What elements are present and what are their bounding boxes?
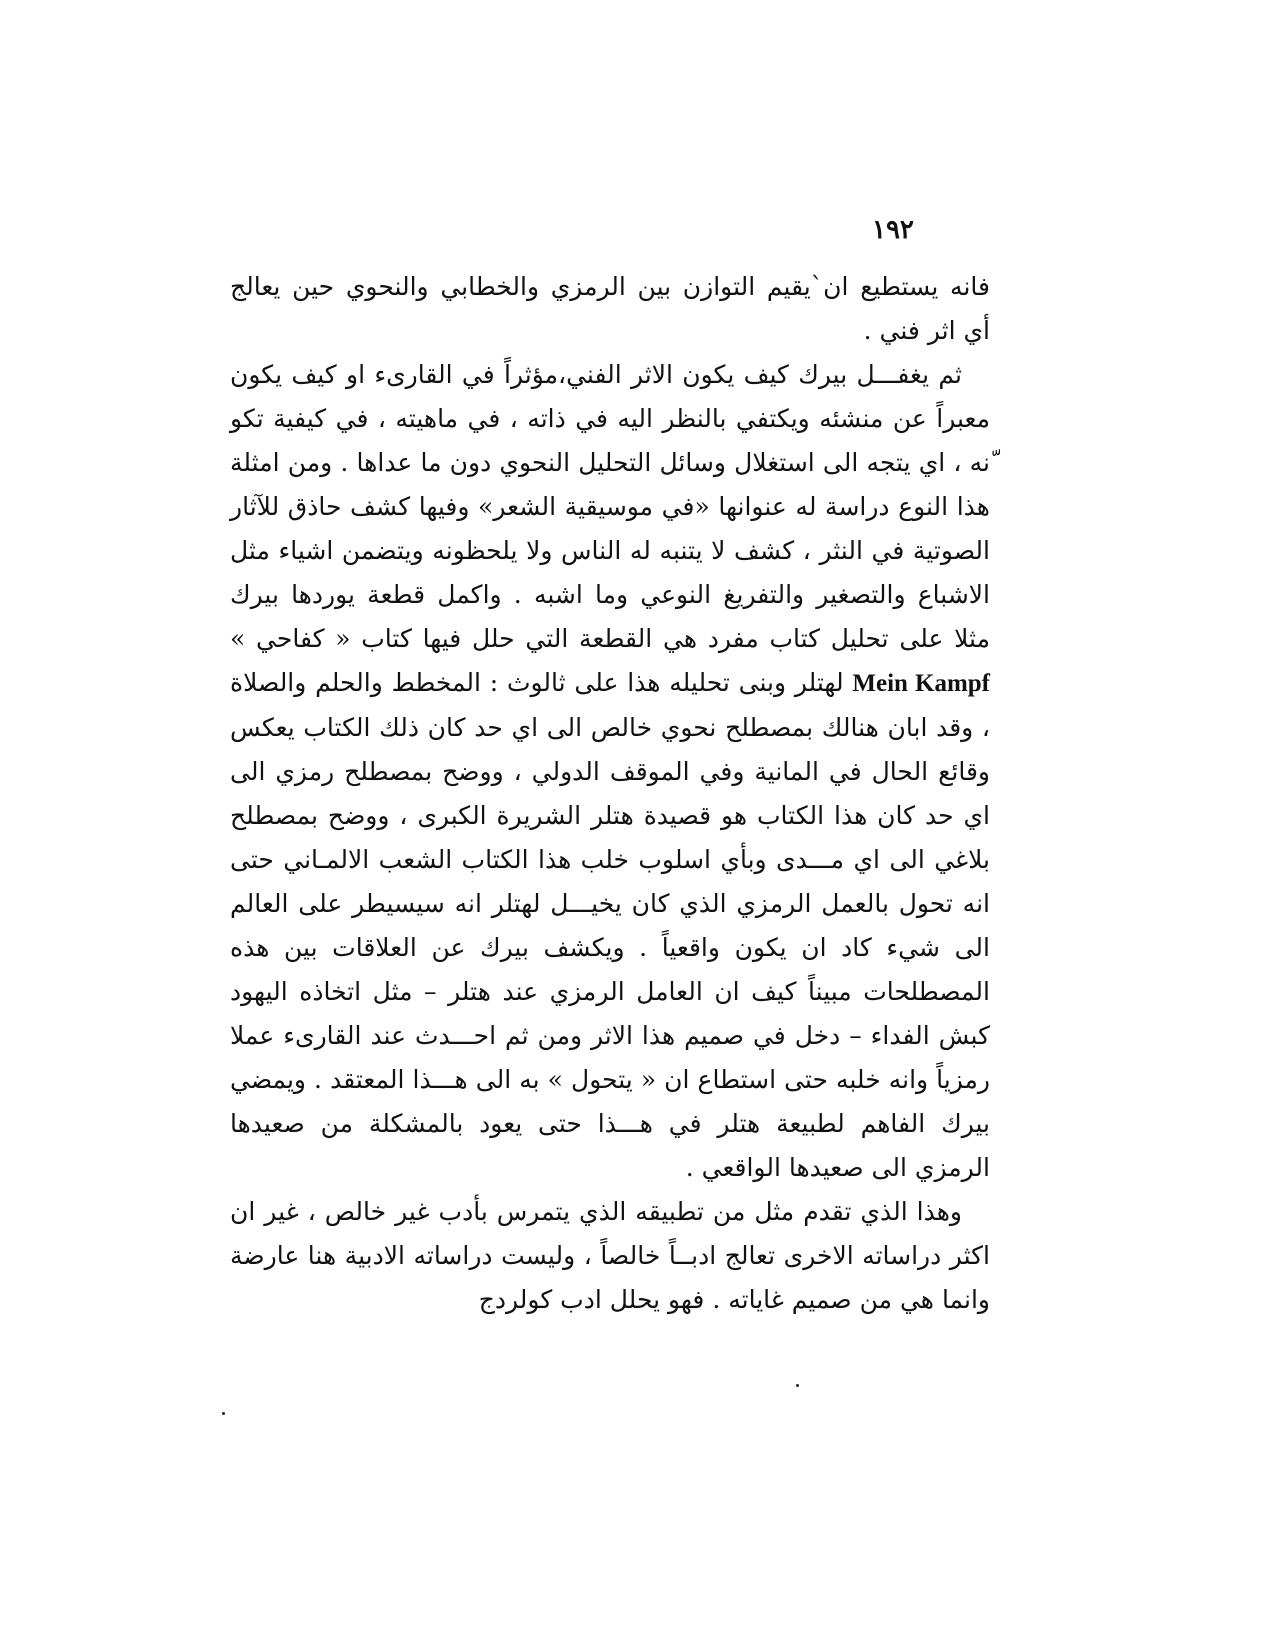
scan-speck [222, 1412, 225, 1415]
paragraph-2-text-continued: لهتلر وبنى تحليله هذا على ثالوث : المخطط والحلم والصلاة ، وقد ابان هنالك بمصطلح نحوي خالص الى اي حد كان ذلك الكتاب يعكس وقائع الحال في المانية وفي الموقف الدولي ، ووضح بمصطلح رمزي الى اي حد كان هذا الكتاب هو قصيدة هتلر الشريرة الكبرى ، ووضح بمصطلح بلاغي الى اي مـــدى وبأي اسلوب خلب هذا الكتاب الشعب الالمـاني حتى انه تحول بالعمل الرمزي الذي كان يخيـــل لهتلر انه سيسيطر على العالم الى شيء كاد ان يكون واقعياً . ويكشف بيرك عن العلاقات بين هذه المصطلحات مبيناً كيف ان العامل الرمزي عند هتلر – مثل اتخاذه اليهود كبش الفداء – دخل في صميم هذا الاثر ومن ثم احـــدث عند القارىء عملا رمزياً وانه خلبه حتى استطاع ان « يتحول » به الى هـــذا المعتقد . ويمضي بيرك الفاهم لطبيعة هتلر في هـــذا حتى يعود بالمشكلة من صعيدها الرمزي الى صعيدها الواقعي . [230, 668, 990, 1182]
paragraph-2 [230, 353, 990, 1190]
paragraph-3 [230, 1190, 990, 1322]
paragraph-2-text: ثم يغفـــل بيرك كيف يكون الاثر الفني،مؤثراً في القارىء او كيف يكون معبراً عن منشئه ويكتفي بالنظر اليه في ذاته ، في ماهيته ، في كيفية تكو ّنه ، اي يتجه الى استغلال وسائل التحليل النحوي دون ما عداها . ومن امثلة هذا النوع دراسة له عنوانها «في موسيقية الشعر» وفيها كشف حاذق للآثار الصوتية في النثر ، كشف لا يتنبه له الناس ولا يلحظونه ويتضمن اشياء مثل الاشباع والتصغير والتفريغ النوعي وما اشبه . واكمل قطعة يوردها بيرك مثلا على تحليل كتاب مفرد هي القطعة التي حلل فيها كتاب « كفاحي » [230, 360, 990, 653]
paragraph-1 [230, 265, 990, 353]
scan-speck [796, 1384, 799, 1387]
paragraph-3-text: وهذا الذي تقدم مثل من تطبيقه الذي يتمرس بأدب غير خالص ، غير ان اكثر دراساته الاخرى تعالج ادبــاً خالصاً ، وليست دراساته الادبية هنا عارضة وانما هي من صميم غاياته . فهو يحلل ادب كولردج [230, 1197, 990, 1314]
paragraph-1-text: فانه يستطيع ان`يقيم التوازن بين الرمزي والخطابي والنحوي حين يعالج أي اثر فني . [230, 272, 990, 345]
book-title-latin: Mein Kampf [852, 670, 991, 697]
page-number: ١٩٢ [872, 215, 914, 245]
body-text [230, 265, 990, 1322]
